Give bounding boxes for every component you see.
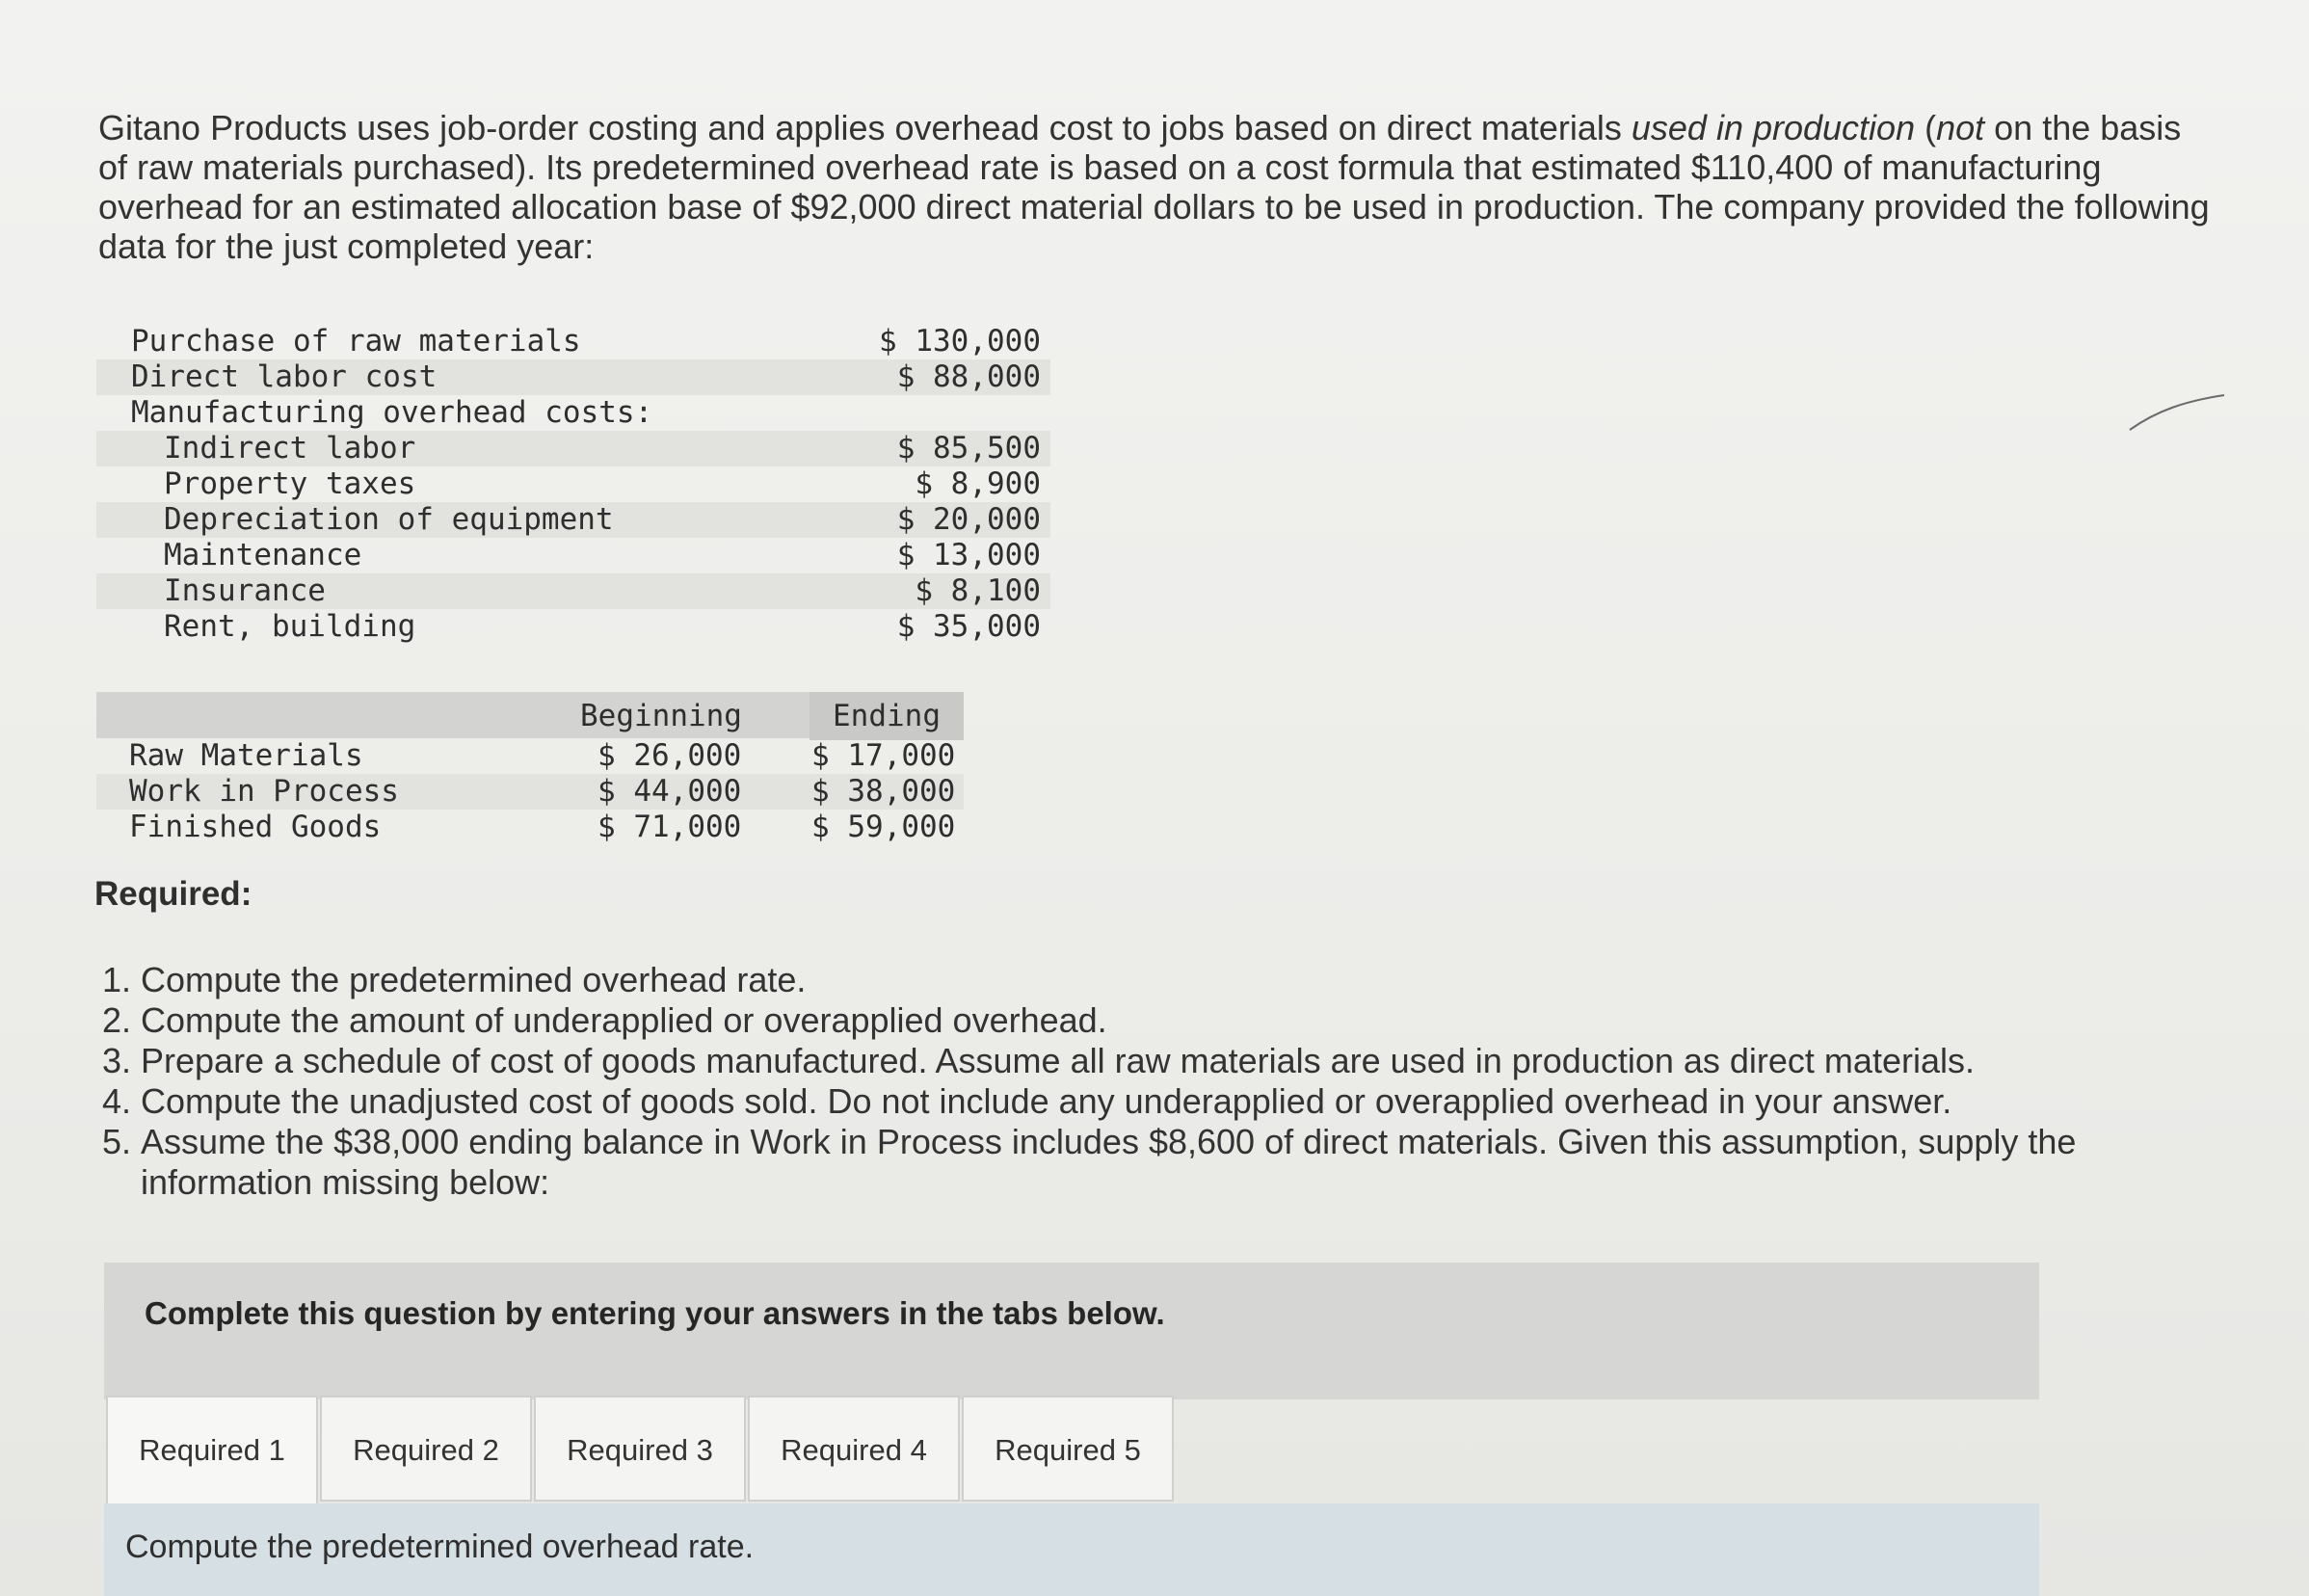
- intro-text-2: (: [1915, 108, 1937, 147]
- tab-required-4[interactable]: Required 4: [748, 1396, 960, 1502]
- problem-intro: [98, 108, 2218, 266]
- inventory-row: [96, 738, 964, 774]
- cost-label: Purchase of raw materials: [131, 324, 581, 359]
- required-text: Compute the predetermined overhead rate.: [141, 960, 807, 999]
- cost-amount: $ 88,000: [896, 359, 1041, 394]
- cost-amount: $ 85,500: [896, 431, 1041, 466]
- inventory-ending: $ 17,000: [811, 738, 956, 773]
- pen-mark-icon: [2128, 382, 2234, 439]
- required-heading: Required:: [94, 875, 252, 913]
- instructions-text: Complete this question by entering your answers in the tabs below.: [145, 1295, 1165, 1331]
- instructions-banner: [104, 1263, 2039, 1399]
- required-number: 4.: [102, 1081, 132, 1121]
- required-list: [102, 960, 2222, 1203]
- required-text: Assume the $38,000 ending balance in Work in Process includes $8,600 of direct materials. Given this assumption, supply the information missing below:: [141, 1122, 2077, 1202]
- cost-data-table: [96, 324, 1050, 645]
- cost-row: [96, 324, 1050, 359]
- required-item: [102, 1081, 2222, 1122]
- intro-emphasis-2: not: [1936, 108, 1985, 147]
- tab-prompt-text: Compute the predetermined overhead rate.: [125, 1529, 755, 1565]
- answer-tabs: [106, 1396, 1176, 1505]
- cost-amount: $ 8,100: [915, 573, 1041, 608]
- tab-required-1[interactable]: Required 1: [106, 1396, 318, 1505]
- cost-label: Maintenance: [164, 538, 362, 572]
- inventory-beginning: $ 44,000: [597, 774, 742, 809]
- required-text: Compute the amount of underapplied or overapplied overhead.: [141, 1000, 1107, 1040]
- required-number: 5.: [102, 1122, 132, 1161]
- inventory-beginning: $ 71,000: [597, 810, 742, 844]
- tab-required-2[interactable]: Required 2: [320, 1396, 532, 1502]
- cost-row: [96, 538, 1050, 573]
- inventory-label: Raw Materials: [129, 738, 363, 773]
- intro-emphasis-1: used in production: [1631, 108, 1916, 147]
- required-item: [102, 1000, 2222, 1041]
- required-text: Prepare a schedule of cost of goods manufactured. Assume all raw materials are used in production as direct materials.: [141, 1041, 1975, 1080]
- cost-amount: $ 130,000: [879, 324, 1041, 359]
- required-number: 3.: [102, 1041, 132, 1080]
- cost-label: Property taxes: [164, 466, 416, 501]
- required-item: [102, 960, 2222, 1000]
- cost-label: Indirect labor: [164, 431, 416, 466]
- cost-label: Manufacturing overhead costs:: [131, 395, 653, 430]
- tab-prompt-panel: [104, 1503, 2039, 1596]
- intro-text-1: Gitano Products uses job-order costing and applies overhead cost to jobs based on direct materials: [98, 108, 1632, 147]
- cost-label: Direct labor cost: [131, 359, 438, 394]
- inventory-ending: $ 38,000: [811, 774, 956, 809]
- inventory-table: [96, 692, 964, 845]
- inventory-header-row: [96, 692, 964, 738]
- required-item: [102, 1041, 2222, 1081]
- tab-required-3[interactable]: Required 3: [534, 1396, 746, 1502]
- required-number: 1.: [102, 960, 132, 999]
- required-item: [102, 1122, 2222, 1203]
- cost-label: Depreciation of equipment: [164, 502, 614, 537]
- inventory-label: Work in Process: [129, 774, 399, 809]
- inventory-row: [96, 810, 964, 845]
- required-number: 2.: [102, 1000, 132, 1040]
- tab-required-5[interactable]: Required 5: [962, 1396, 1174, 1502]
- intro-text-3: on the basis of raw materials purchased). Its predetermined overhead rate is based on a cost formula that estimated $110,400 of manufacturing overhead for an estimated allocation base of $92,000 direct material dollars to be used in production. The company provided the following data for the just completed year:: [98, 108, 2210, 266]
- cost-row: [96, 609, 1050, 645]
- inventory-label: Finished Goods: [129, 810, 382, 844]
- cost-amount: $ 13,000: [896, 538, 1041, 572]
- cost-amount: $ 20,000: [896, 502, 1041, 537]
- inventory-ending: $ 59,000: [811, 810, 956, 844]
- cost-amount: $ 8,900: [915, 466, 1041, 501]
- cost-row: [96, 431, 1050, 466]
- cost-row: [96, 359, 1050, 395]
- cost-label: Insurance: [164, 573, 326, 608]
- cost-row: [96, 573, 1050, 609]
- cost-row: [96, 466, 1050, 502]
- header-ending: Ending: [809, 692, 964, 740]
- header-beginning: Beginning: [580, 699, 742, 733]
- cost-amount: $ 35,000: [896, 609, 1041, 644]
- inventory-beginning: $ 26,000: [597, 738, 742, 773]
- cost-label: Rent, building: [164, 609, 416, 644]
- required-text: Compute the unadjusted cost of goods sold. Do not include any underapplied or overapplied overhead in your answer.: [141, 1081, 1952, 1121]
- cost-row: [96, 395, 1050, 431]
- inventory-row: [96, 774, 964, 810]
- cost-row: [96, 502, 1050, 538]
